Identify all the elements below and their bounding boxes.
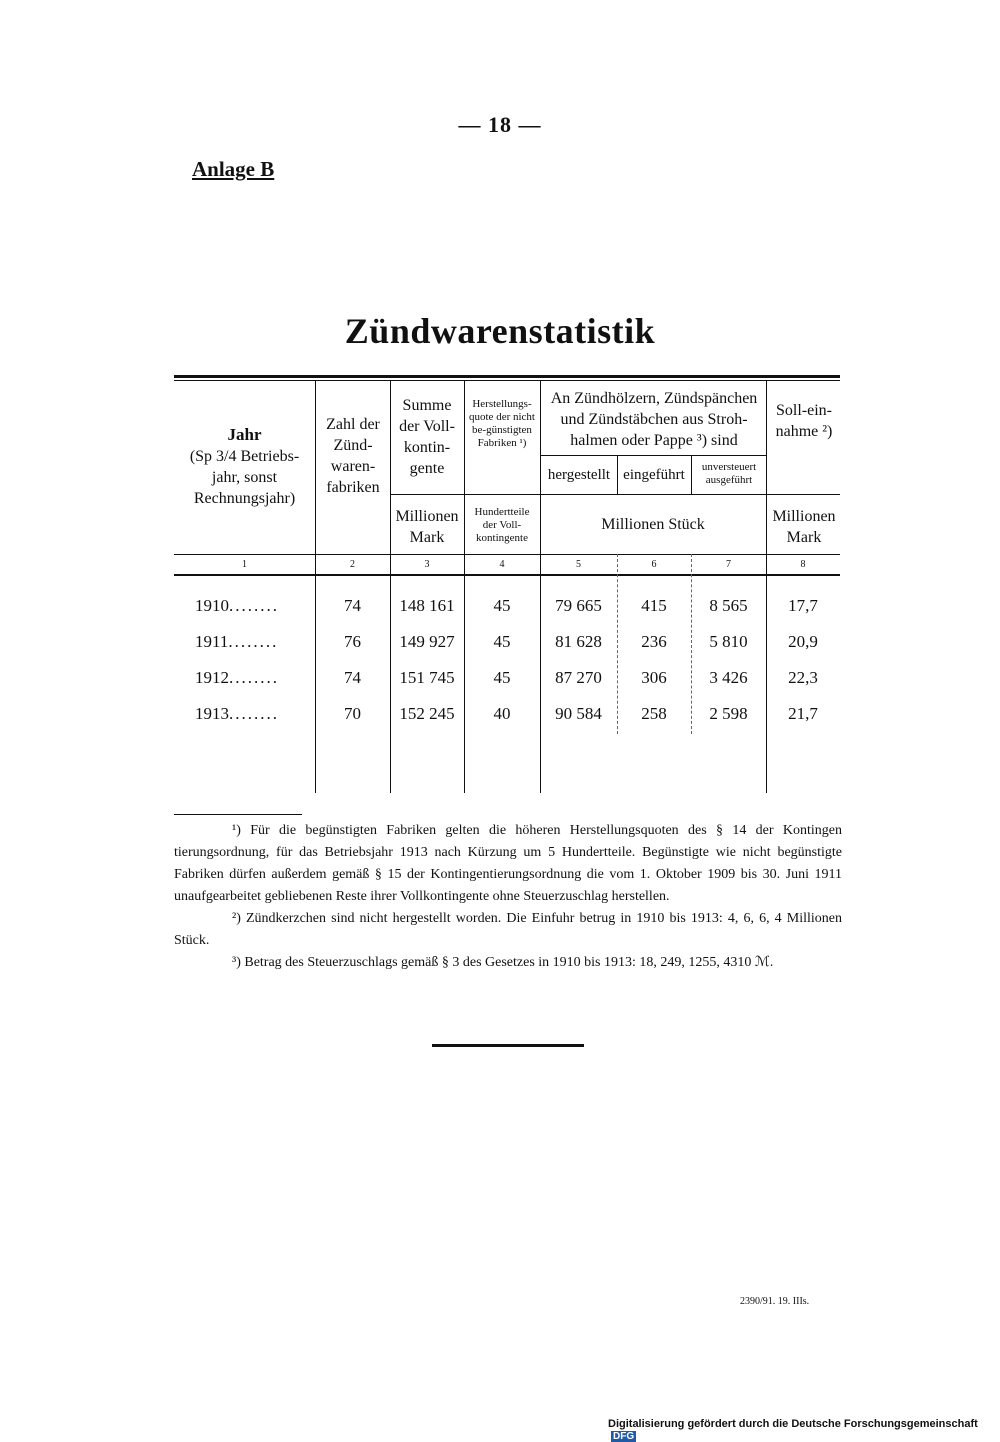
row-quote: 45 [493, 632, 511, 651]
header-jahr-title: Jahr [227, 425, 262, 444]
row-year [195, 668, 310, 688]
row-solleinnahme: 22,3 [788, 668, 818, 687]
row-fabriken: 76 [344, 632, 361, 651]
table-top-rule-thin [174, 380, 840, 381]
row-quote: 45 [493, 596, 511, 615]
table-row-1911 [0, 632, 1000, 656]
row-kontingente: 148 161 [399, 596, 455, 615]
row-ausgefuehrt: 5 810 [709, 632, 748, 651]
row-fabriken: 70 [344, 704, 361, 723]
header-herstellungsquote-unit: Hundertteile der Voll-kontingente [474, 506, 530, 544]
row-ausgefuehrt: 3 426 [709, 668, 748, 687]
row-year-value: 1912 [195, 668, 229, 687]
header-fabriken: Zahl der Zünd-waren-fabriken [326, 416, 380, 496]
header-eingefuehrt: eingeführt [623, 467, 685, 483]
footnotes [174, 820, 842, 974]
row-solleinnahme: 21,7 [788, 704, 818, 723]
row-kontingente: 151 745 [399, 668, 455, 687]
row-year [195, 596, 310, 616]
colnum-2: 2 [350, 559, 355, 570]
footnote-1: ¹) Für die begünstigten Fabriken gelten die höheren Herstellungsquoten des § 14 der Kontingen tierungsordnung, für das Betriebsjahr 1913 nach Kürzung um 5 Hundertteile. Begünstigte wie nicht begünstigte Fabriken dürfen außerdem gemäß § 15 der Kontingentierungsordnung die vom 1. Oktober 1909 bis 30. Juni 1911 unaufgearbeitet gebliebenen Reste ihrer Vollkontingente ohne Steuerzuschlag herstellen. [174, 823, 842, 904]
page-title: Zündwarenstatistik [344, 311, 656, 351]
colnum-bottom-rule [174, 574, 840, 576]
row-ausgefuehrt: 2 598 [709, 704, 748, 723]
row-dots: ........ [228, 632, 279, 651]
row-hergestellt: 81 628 [555, 632, 602, 651]
header-hergestellt: hergestellt [547, 467, 611, 483]
row-fabriken: 74 [344, 668, 361, 687]
row-eingefuehrt: 258 [641, 704, 667, 723]
row-eingefuehrt: 306 [641, 668, 667, 687]
row-kontingente: 149 927 [399, 632, 455, 651]
table-top-rule [174, 375, 840, 378]
header-solleinnahme: Soll-ein-nahme ²) [775, 402, 833, 440]
row-solleinnahme: 20,9 [788, 632, 818, 651]
header-jahr-sub: (Sp 3/4 Betriebs-jahr, sonst Rechnungsjahr) [189, 448, 300, 507]
header-vollkontingente-unit: Millionen Mark [395, 508, 459, 546]
row-quote: 40 [493, 704, 511, 723]
row-dots: ........ [229, 704, 279, 723]
row-year-value: 1911 [195, 632, 229, 651]
colnum-8: 8 [800, 559, 806, 570]
annex-label: Anlage B [192, 157, 275, 181]
table-row-1913 [0, 704, 1000, 728]
footnote-2: ²) Zündkerzchen sind nicht hergestellt worden. Die Einfuhr betrug in 1910 bis 1913: 4, 6, 6, 4 Millionen Stück. [174, 911, 842, 948]
header-unit-rule-right [540, 494, 840, 495]
row-solleinnahme: 17,7 [788, 596, 818, 615]
header-zuendhoelzer: An Zündhölzern, Zündspänchen und Zündstäbchen aus Stroh-halmen oder Pappe ³) sind [550, 390, 758, 449]
footnote-separator [174, 814, 302, 815]
row-year [195, 632, 310, 652]
header-millionen-stueck: Millionen Stück [601, 516, 705, 533]
header-solleinnahme-unit: Millionen Mark [772, 508, 836, 546]
header-vollkontingente: Summe der Voll-kontin-gente [399, 397, 455, 477]
page-number: — 18 — [458, 112, 542, 137]
header-unit-rule-left [390, 494, 540, 495]
col-divider-7 [766, 381, 767, 793]
end-rule [432, 1044, 584, 1047]
row-dots: ........ [229, 596, 279, 615]
dfg-logo: DFG [613, 1431, 635, 1442]
row-eingefuehrt: 236 [641, 632, 667, 651]
header-subcol-rule [540, 455, 766, 456]
colnum-3: 3 [424, 559, 430, 570]
row-eingefuehrt: 415 [641, 596, 667, 615]
colnum-7: 7 [726, 559, 731, 570]
row-ausgefuehrt: 8 565 [709, 596, 748, 615]
row-quote: 45 [493, 668, 511, 687]
colnum-5: 5 [576, 559, 581, 570]
colnum-6: 6 [651, 559, 657, 570]
row-hergestellt: 79 665 [555, 596, 602, 615]
header-bottom-rule [174, 554, 840, 555]
digitization-footer [608, 1418, 1000, 1442]
row-kontingente: 152 245 [399, 704, 455, 723]
row-hergestellt: 87 270 [555, 668, 602, 687]
footnote-3: ³) Betrag des Steuerzuschlags gemäß § 3 des Gesetzes in 1910 bis 1913: 18, 249, 1255, 4310 ℳ. [232, 955, 774, 970]
col-divider-2 [390, 381, 391, 793]
col-divider-1 [315, 381, 316, 793]
header-unversteuert: unversteuert ausgeführt [701, 461, 757, 486]
row-year-value: 1910 [195, 596, 229, 615]
col-divider-3 [464, 381, 465, 793]
table-row-1912 [0, 668, 1000, 692]
colnum-4: 4 [499, 559, 505, 570]
col-divider-4 [540, 381, 541, 793]
row-year [195, 704, 310, 724]
header-jahr [174, 424, 315, 509]
row-dots: ........ [229, 668, 279, 687]
table-row-1910 [0, 596, 1000, 620]
row-fabriken: 74 [344, 596, 361, 615]
print-mark: 2390/91. 19. IIIs. [740, 1296, 810, 1307]
row-year-value: 1913 [195, 704, 229, 723]
header-herstellungsquote: Herstellungs-quote der nicht be-günstigten Fabriken ¹) [469, 398, 535, 449]
colnum-1: 1 [242, 559, 247, 570]
footer-text: Digitalisierung gefördert durch die Deutsche Forschungsgemeinschaft [608, 1418, 978, 1430]
col-divider-6 [691, 456, 692, 494]
row-hergestellt: 90 584 [555, 704, 602, 723]
